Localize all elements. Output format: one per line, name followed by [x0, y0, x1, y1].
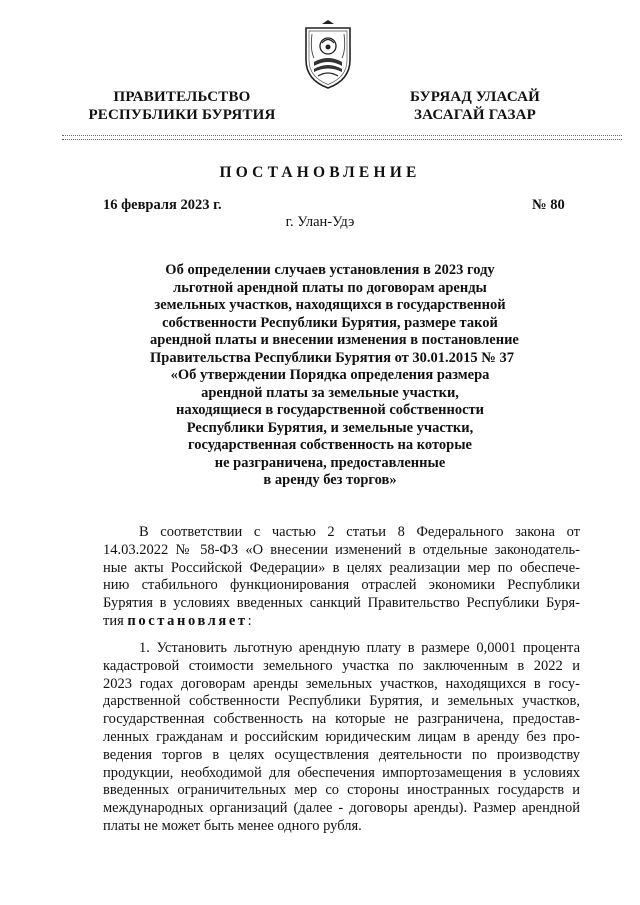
paragraph-line	[103, 613, 580, 631]
paragraph-line: ные акты Российской Федерации» в целях реализации мер по обеспече-	[103, 559, 580, 576]
paragraph-line: введенных ограничительных мер со стороны иностранных государств и	[103, 782, 580, 799]
header-government-ru	[82, 88, 282, 124]
header-divider-top	[62, 135, 622, 136]
document-subject	[150, 262, 519, 490]
paragraph-line: ленных гражданам и российским юридическим лицам в аренду без про-	[103, 728, 580, 745]
document-type-title: ПОСТАНОВЛЕНИЕ	[219, 164, 421, 181]
subject-line: арендной платы за земельные участки,	[201, 384, 459, 401]
subject-line: арендной платы и внесении изменения в постановление	[150, 332, 519, 348]
coat-of-arms-emblem	[300, 20, 356, 90]
paragraph-line: государственная собственность на которые не разграничена, предостав-	[103, 711, 580, 728]
subject-line: «Об утверждении Порядка определения размера	[170, 367, 490, 383]
paragraph-line: Бурятия в условиях введенных санкций Правительство Республики Буря-	[103, 595, 580, 612]
paragraph-line: В соответствии с частью 2 статьи 8 Федерального закона от	[139, 524, 580, 540]
subject-line: Правительства Республики Бурятия от 30.01.2015 № 37	[150, 349, 514, 366]
header-left-line1: ПРАВИТЕЛЬСТВО	[113, 89, 251, 105]
subject-line: Республики Бурятия, и земельные участки,	[186, 419, 474, 436]
header-government-bua	[390, 88, 560, 124]
clause-1-paragraph	[103, 640, 580, 836]
subject-line: льготной арендной платы по договорам аренды	[173, 279, 487, 296]
document-city: г. Улан-Удэ	[285, 214, 355, 230]
paragraph-line: продукции, необходимой для обеспечения импортозамещения в условиях	[103, 764, 580, 781]
subject-line: находящиеся в государственной собственности	[176, 402, 484, 418]
subject-line: собственности Республики Бурятия, размере такой	[162, 314, 498, 331]
paragraph-line: платы не может быть менее одного рубля.	[103, 817, 362, 834]
document-number: № 80	[532, 197, 565, 213]
header-left-line2: РЕСПУБЛИКИ БУРЯТИЯ	[88, 107, 276, 123]
subject-line: земельных участков, находящихся в государственной	[154, 297, 506, 313]
document-date: 16 февраля 2023 г.	[103, 197, 222, 213]
subject-line: государственная собственность на которые	[188, 437, 472, 453]
paragraph-line: 14.03.2022 № 58-ФЗ «О внесении изменений в отдельные законодатель-	[103, 541, 580, 558]
resolves-spaced-word: постановляет	[127, 612, 248, 629]
header-right-line1: БУРЯАД УЛАСАЙ	[409, 89, 541, 105]
preamble-paragraph	[103, 524, 580, 631]
paragraph-line: ведения торгов в целях осуществления деятельности по производству	[103, 746, 580, 763]
paragraph-word: тия	[103, 612, 124, 629]
paragraph-colon: :	[247, 612, 252, 629]
paragraph-line: 1. Установить льготную арендную плату в размере 0,0001 процента	[139, 640, 580, 656]
subject-line: не разграничена, предоставленные	[214, 454, 446, 471]
paragraph-line: кадастровой стоимости земельного участка по заключенным в 2022 и	[103, 657, 580, 674]
paragraph-line: дарственной собственности Республики Бурятия, и земельных участков,	[103, 693, 580, 710]
paragraph-line: международных организаций (далее - договоры аренды). Размер арендной	[103, 800, 580, 817]
subject-line: в аренду без торгов»	[263, 472, 397, 488]
paragraph-line: нию стабильного функционирования отраслей экономики Республики	[103, 577, 580, 594]
header-right-line2: ЗАСАГАЙ ГАЗАР	[414, 107, 536, 123]
paragraph-line: 2023 годах договорам аренды земельных участков, находящихся в госу-	[103, 675, 580, 692]
subject-line: Об определении случаев установления в 2023 году	[165, 262, 495, 278]
header-divider-bottom	[62, 139, 622, 140]
